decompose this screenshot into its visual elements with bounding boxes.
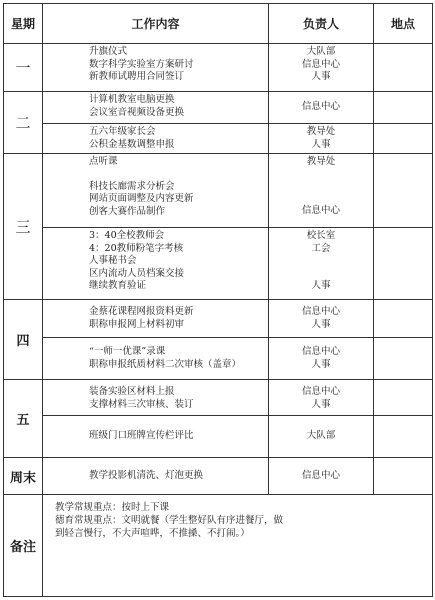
owner-item: 信息中心 [301,306,340,317]
owner-item: 人事 [311,398,331,410]
day-cell-notes: 备注 [4,495,43,597]
content-cell [43,228,269,300]
day-cell-wednesday: 三 [4,154,43,300]
content-cell [43,300,269,338]
day-cell-friday: 五 [4,380,43,458]
table-row [4,458,433,495]
day-cell-tuesday: 二 [4,92,43,154]
place-cell [374,44,433,92]
owner-item: 工会 [311,242,331,254]
task-item: 网站页面调整及内容更新 [89,193,194,204]
owner-cell [269,416,374,458]
owner-item: 校长室 [306,230,336,241]
owner-item: 大队部 [306,46,336,57]
task-item: 升旗仪式 [89,46,128,57]
owner-item: 人事 [311,138,331,150]
owner-item: 人事 [311,71,331,82]
owner-item: 大队部 [306,430,336,442]
owner-cell [269,300,374,338]
place-cell [374,458,433,495]
task-item: 会议室音视频设备更换 [89,106,185,118]
place-cell [374,416,433,458]
content-cell [43,416,269,458]
task-item: 金蔡花课程网报资料更新 [89,306,194,317]
content-cell [43,44,269,92]
task-item: 职称申报纸质材料二次审核（盖章） [89,358,242,370]
note-item: 教学常规重点：按时上下课 [55,502,170,513]
header-content: 工作内容 [43,4,269,44]
task-item: 公积金基数调整申报 [89,138,175,150]
task-item: 计算机教室电脑更换 [89,94,175,105]
place-cell [374,380,433,416]
task-item: 4：20教师粉笔字考核 [89,242,184,254]
place-cell [374,124,433,154]
content-cell [43,124,269,154]
owner-item: 人事 [311,280,331,291]
table-row [4,228,433,300]
owner-item: 信息中心 [301,469,340,481]
day-cell-monday: 一 [4,44,43,92]
day-cell-thursday: 四 [4,300,43,380]
task-item: 科技长廊需求分析会 [89,180,175,192]
owner-item: 人事 [311,318,331,330]
owner-item: 信息中心 [301,346,340,357]
day-cell-weekend: 周末 [4,458,43,495]
header-row [4,4,433,44]
task-item: 新教师试聘用合同签订 [89,71,185,82]
owner-item: 信息中心 [301,101,340,113]
owner-cell [269,380,374,416]
header-place: 地点 [374,4,433,44]
place-cell [374,154,433,228]
task-item: 3：40全校教师会 [89,230,165,241]
table-row [4,44,433,92]
owner-item: 信息中心 [301,58,340,70]
task-item: 点听课 [89,156,118,167]
task-item: 支撑材料三次审核、装订 [89,398,194,410]
task-item: 五六年级家长会 [89,126,156,137]
task-item: 职称申报网上材料初审 [89,318,185,330]
task-item: 创客大赛作品制作 [89,205,166,217]
owner-cell [269,338,374,380]
task-item: 人事秘书会 [89,255,137,266]
owner-cell [269,44,374,92]
place-cell [374,338,433,380]
owner-item: 人事 [311,358,331,370]
task-item: 区内流动人员档案交接 [89,267,185,279]
task-item: 教学投影机清洗、灯泡更换 [89,469,204,481]
place-cell [374,228,433,300]
task-item: 继续教育验证 [89,280,147,291]
place-cell [374,92,433,124]
owner-item: 信息中心 [301,204,340,216]
content-cell [43,154,269,228]
owner-cell [269,154,374,228]
header-owner: 负责人 [269,4,374,44]
owner-item: 教导处 [306,156,336,167]
header-day: 星期 [4,4,43,44]
task-item: 装备实验区材料上报 [89,386,175,397]
owner-item: 教导处 [306,126,336,137]
notes-cell [43,495,433,597]
content-cell [43,92,269,124]
owner-cell [269,124,374,154]
weekly-schedule-table [3,3,433,597]
table-row [4,124,433,154]
content-cell [43,380,269,416]
owner-cell [269,458,374,495]
table-row [4,338,433,380]
owner-cell [269,228,374,300]
content-cell [43,458,269,495]
task-item: “一师一优课”录课 [89,346,166,357]
owner-cell [269,92,374,124]
table-row [4,300,433,338]
owner-item: 信息中心 [301,386,340,397]
table-row [4,92,433,124]
notes-row [4,495,433,597]
task-item: 班级门口班牌宣传栏评比 [89,430,194,442]
note-item: 德育常规重点：文明就餐（学生整好队有序进餐厅，做到轻言慢行，不大声喧哗，不推搡、不打闹。） [55,515,284,539]
content-cell [43,338,269,380]
table-row [4,416,433,458]
task-item: 数字科学实验室方案研讨 [89,58,194,70]
table-row [4,154,433,228]
place-cell [374,300,433,338]
table-row [4,380,433,416]
